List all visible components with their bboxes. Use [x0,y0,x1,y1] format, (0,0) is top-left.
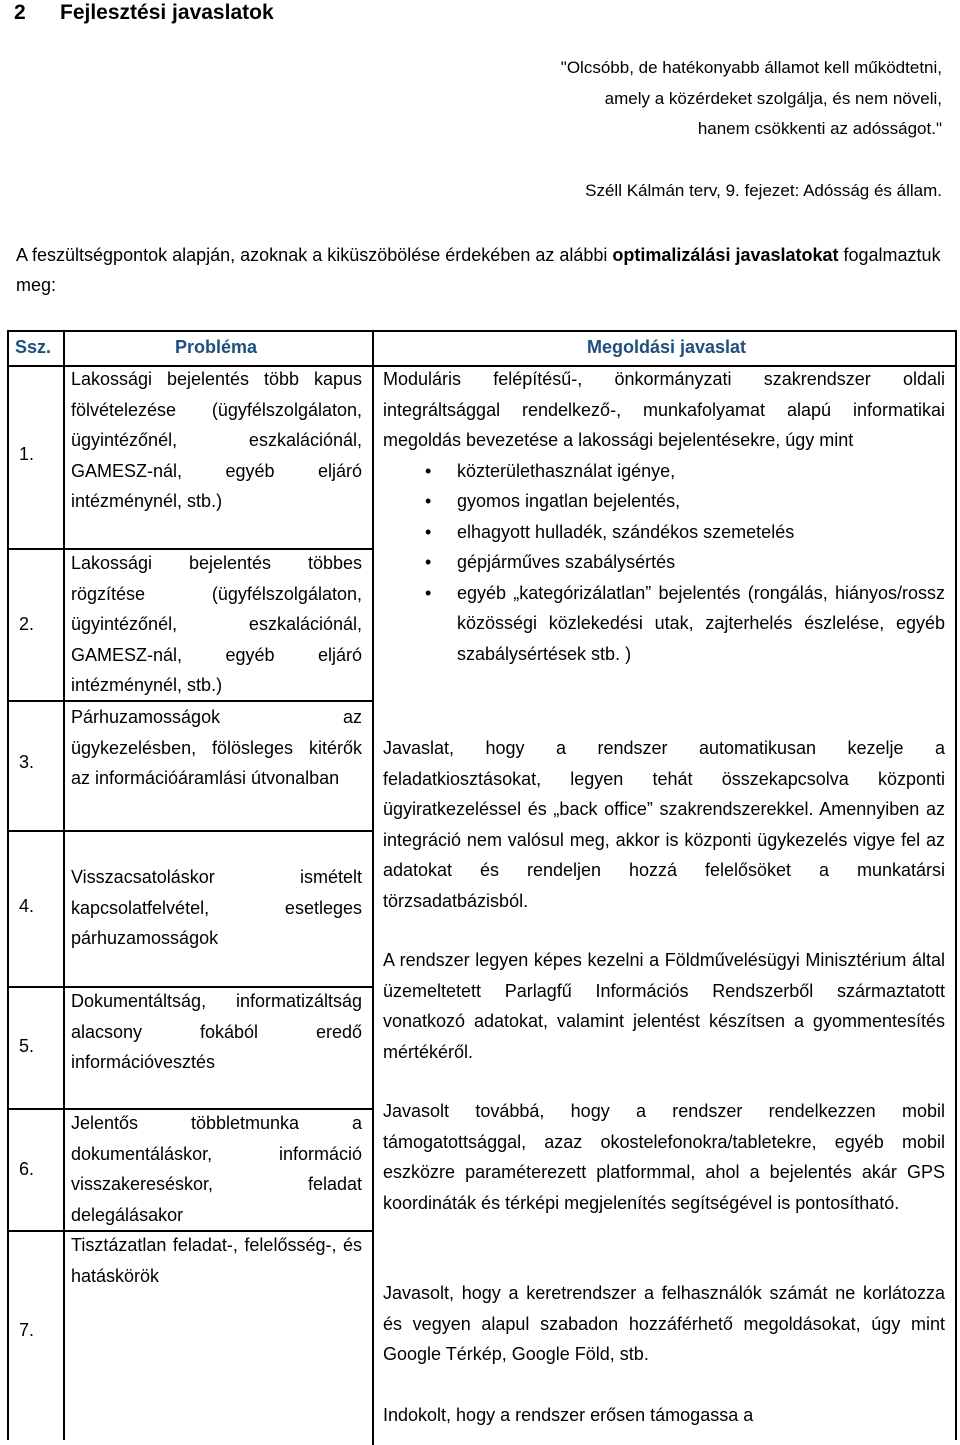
solution-intro: Moduláris felépítésű-, önkormányzati szakrendszer oldali integráltsággal rendelkező-, munkafolyamat alapú informatikai megoldás bevezetése a lakossági bejelentésekre, úgy mint [383,369,945,450]
header-solution: Megoldási javaslat [586,337,747,357]
table-header-row [7,330,957,367]
intro-text: A feszültségpontok alapján, azoknak a kiküszöbölése érdekében az alábbi [16,245,613,265]
solution-bullet: • gépjárműves szabálysértés [383,547,945,578]
solution-paragraph [383,1278,945,1370]
solution-paragraph [383,1096,945,1218]
problem-cell: Párhuzamosságok az ügykezelésben, fölösleges kitérők az információáramlási útvonalban [71,707,362,788]
solution-bullet: • közterülethasználat igénye, [383,456,945,487]
section-title: Fejlesztési javaslatok [60,1,274,24]
row-number: 7. [19,1320,35,1340]
row-number: 6. [19,1159,35,1179]
solution-bullet: • elhagyott hulladék, szándékos szemetelés [383,517,945,548]
quote-line-1: "Olcsóbb, de hatékonyabb államot kell működtetni, [560,58,942,77]
problem-cell: Lakossági bejelentés több kapus fölvételezése (ügyfélszolgálaton, ügyintézőnél, eszkalációnál, GAMESZ-nál, egyéb eljáró intézménynél, stb.) [71,369,362,511]
section-heading [14,0,274,26]
solution-paragraph [383,1400,945,1431]
problem-cell: Lakossági bejelentés többes rögzítése (ügyfélszolgálaton, ügyintézőnél, eszkalációnál, GAMESZ-nál, egyéb eljáró intézménynél, stb.) [71,553,362,695]
proposals-table [7,330,957,1440]
row-number: 3. [19,752,35,772]
solution-bullet-list [383,456,945,670]
table-divider-num [63,330,65,1440]
solution-bullet: • gyomos ingatlan bejelentés, [383,486,945,517]
solution-text: Javasolt továbbá, hogy a rendszer rendelkezzen mobil támogatottsággal, azaz okostelefonokra/tabletekre, egyéb mobil eszközre paraméterezett platformmal, ahol a bejelentés akár GPS koordináták és térképi megjelenítés segítségével is pontosítható. [383,1101,945,1213]
quote-line-2: amely a közérdeket szolgálja, és nem növeli, [604,89,942,108]
solution-text: Javaslat, hogy a rendszer automatikusan kezelje a feladatkiosztásokat, legyen tehát összekapcsolva központi ügyiratkezeléssel és „back office” szakrendszerekkel. Amennyiben az integráció nem valósul meg, akkor is központi ügykezelés vigye fel az adatokat és rendeljen hozzá felelősöket a munkatársi törzsadatbázisból. [383,738,945,911]
problem-cell: Dokumentáltság, informatizáltság alacsony fokából eredő információvesztés [71,991,362,1072]
header-ssz: Ssz. [15,337,52,357]
intro-text-end: fogalmaztuk meg: [16,245,941,295]
row-number: 2. [19,614,35,634]
quote-source: Széll Kálmán terv, 9. fejezet: Adósság és állam. [585,181,942,200]
solution-text: Indokolt, hogy a rendszer erősen támogassa a [383,1405,754,1425]
header-problem: Probléma [174,337,258,357]
solution-text: A rendszer legyen képes kezelni a Földművelésügyi Minisztérium által üzemeltetett Parlagfű Információs Rendszerből származtatott vonatkozó adatokat, valamint jelentést készítsen a gyommentesítés mértékéről. [383,950,945,1062]
intro-bold: optimalizálási javaslatokat [612,245,839,265]
table-border-right [955,330,957,1440]
solution-block-1 [383,364,945,669]
problem-cell: Jelentős többletmunka a dokumentáláskor, információ visszakereséskor, feladat delegálásakor [71,1113,362,1225]
solution-paragraph [383,945,945,1067]
table-border-left [7,330,9,1440]
solution-bullet: • egyéb „kategórizálatlan” bejelentés (rongálás, hiányos/rossz közösségi közlekedési utak, zajterhelés észlelése, egyéb szabálysértések stb. ) [383,578,945,670]
row-number: 5. [19,1036,35,1056]
problem-cell: Tisztázatlan feladat-, felelősség-, és hatáskörök [71,1235,362,1286]
row-number: 1. [19,444,35,464]
section-number: 2 [14,1,26,24]
quote-line-3: hanem csökkenti az adósságot." [697,119,942,138]
solution-text: Javasolt, hogy a keretrendszer a felhasználók számát ne korlátozza és vegyen alapul szabadon hozzáférhető megoldásokat, úgy mint Google Térkép, Google Föld, stb. [383,1283,945,1364]
intro-paragraph [16,240,951,300]
row-separator [7,830,374,832]
table-divider-problem [372,330,374,1445]
solution-paragraph [383,733,945,916]
problem-cell: Visszacsatoláskor ismételt kapcsolatfelvétel, esetleges párhuzamosságok [71,867,362,948]
row-number: 4. [19,896,35,916]
